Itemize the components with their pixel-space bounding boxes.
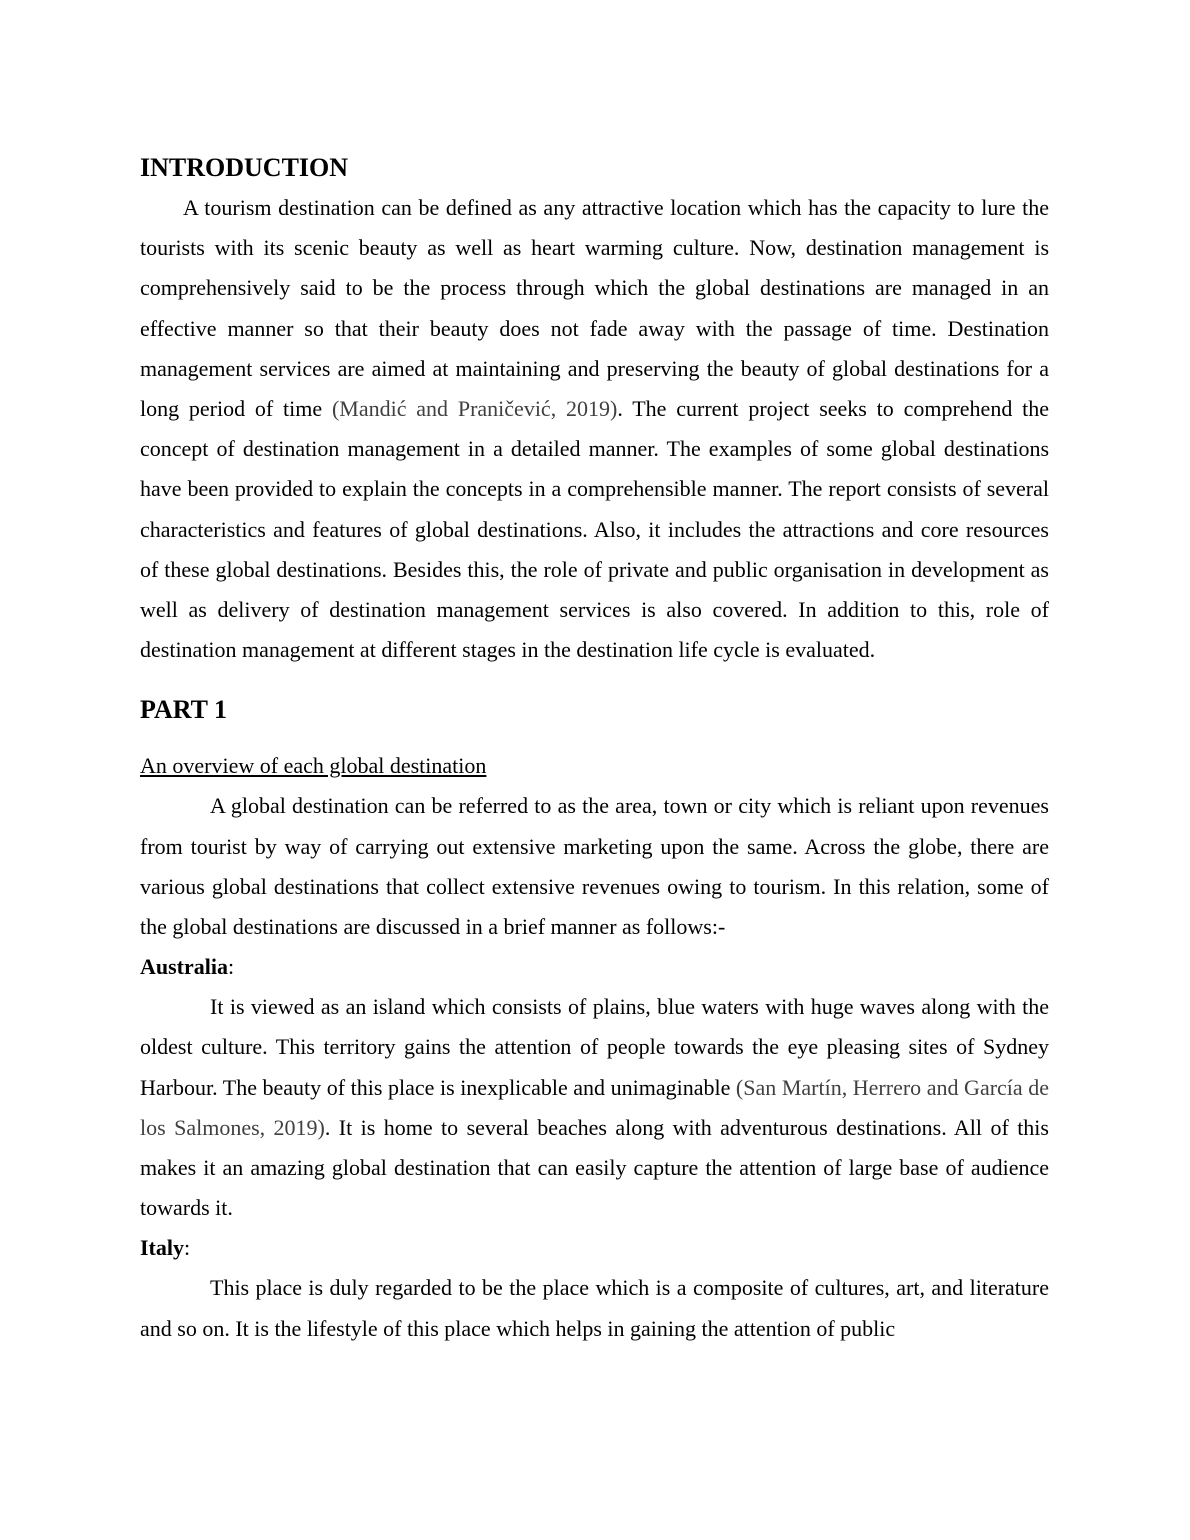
australia-text-part-2: . It is home to several beaches along with adventurous destinations. All of this makes it an amazing global destination that can easily capture the attention of large base of audience towards it. [140, 1114, 1049, 1221]
citation-mandic-pranicevic: (Mandić and Praničević, 2019) [331, 396, 618, 422]
italy-paragraph: This place is duly regarded to be the place which is a composite of cultures, art, and literature and so on. It is the lifestyle of this place which helps in gaining the attention of public [140, 1275, 1049, 1341]
global-destination-paragraph: A global destination can be referred to as the area, town or city which is reliant upon revenues from tourist by way of carrying out extensive marketing upon the same. Across the globe, there are various global destinations that collect extensive revenues owing to tourism. In this relation, some of the global destinations are discussed in a brief manner as follows:- [140, 793, 1049, 940]
australia-label [140, 947, 1049, 987]
introduction-heading: INTRODUCTION [140, 153, 349, 182]
part-1-heading: PART 1 [140, 695, 227, 725]
introduction-text-part-1: A tourism destination can be defined as any attractive location which has the capacity to lure the tourists with its scenic beauty as well as heart warming culture. Now, destination management is comprehensively said to be the process through which the global destinations are managed in an effective manner so that their beauty does not fade away with the passage of time. Destination management services are aimed at maintaining and preserving the beauty of global destinations for a long period of time [140, 195, 1049, 422]
australia-text-part-1: It is viewed as an island which consists of plains, blue waters with huge waves along with the oldest culture. This territory gains the attention of people towards the eye pleasing sites of Sydney Harbour. The beauty of this place is inexplicable and unimaginable [140, 994, 1049, 1100]
citation-san-martin: (San Martín, Herrero and García de los Salmones, 2019) [140, 1074, 1050, 1140]
global-destination-overview-subheading: An overview of each global destination [140, 753, 487, 779]
introduction-paragraph [140, 188, 1049, 670]
introduction-text-part-2: . The current project seeks to comprehend the concept of destination management in a detailed manner. The examples of some global destinations have been provided to explain the concepts in a comprehensible manner. The report consists of several characteristics and features of global destinations. Also, it includes the attractions and core resources of these global destinations. Besides this, the role of private and public organisation in development as well as delivery of destination management services is also covered. In addition to this, role of destination management at different stages in the destination life cycle is evaluated. [140, 396, 1049, 663]
australia-label-text: Australia [140, 954, 228, 980]
australia-paragraph [140, 987, 1049, 1228]
document-page [140, 148, 1049, 1349]
italy-label [140, 1228, 1049, 1268]
italy-label-text: Italy [140, 1235, 184, 1261]
australia-label-colon: : [228, 954, 235, 980]
italy-label-colon: : [184, 1235, 191, 1261]
